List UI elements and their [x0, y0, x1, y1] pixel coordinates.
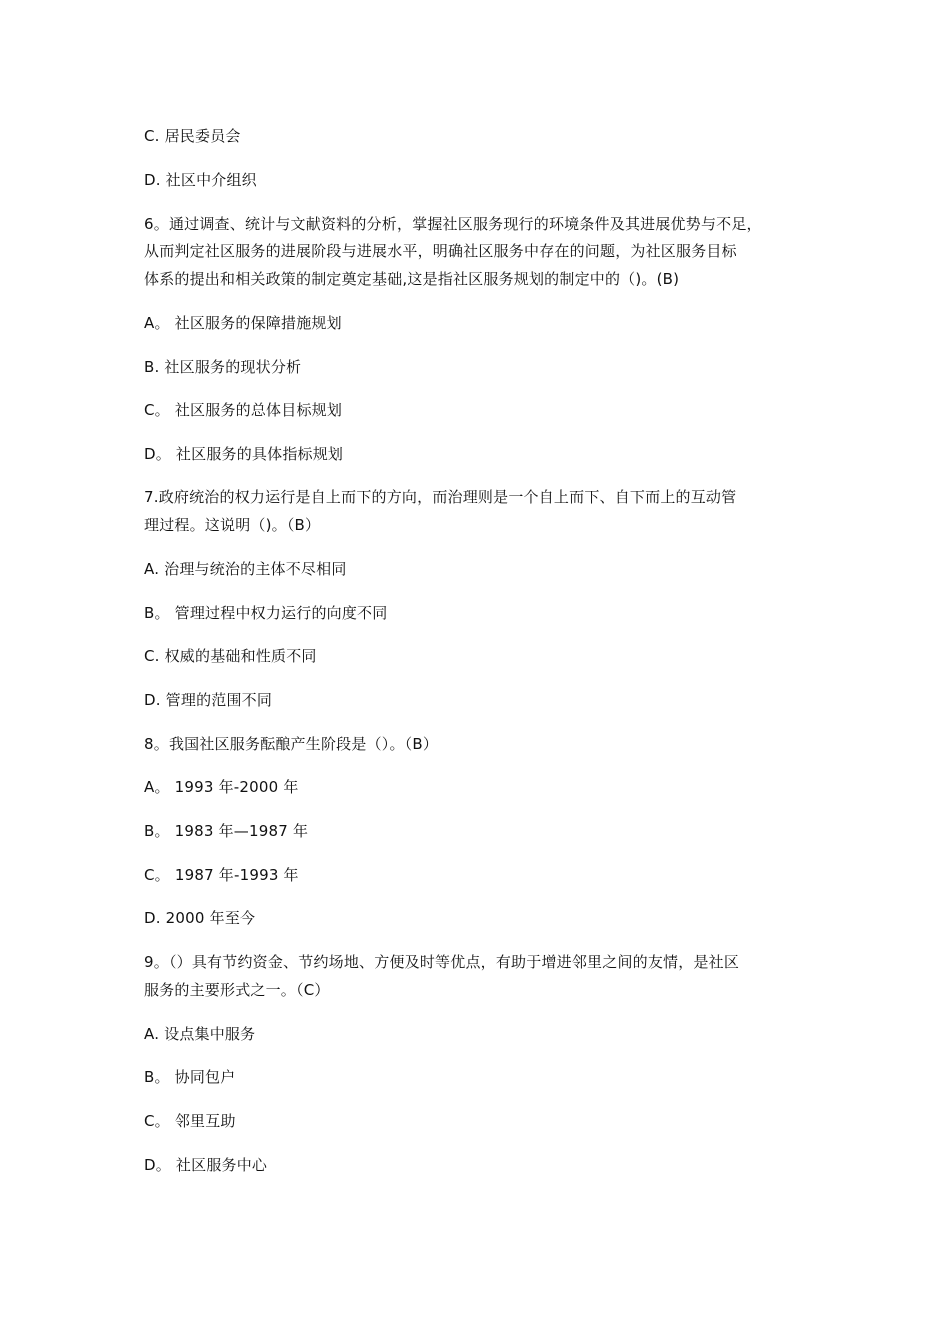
q7-option-d: D. 管理的范围不同: [144, 691, 273, 709]
q6-option-a: A。 社区服务的保障措施规划: [144, 314, 342, 332]
q7-option-a: A. 治理与统治的主体不尽相同: [144, 560, 347, 578]
q8-option-a: A。 1993 年-2000 年: [144, 778, 299, 796]
q9-option-a: A. 设点集中服务: [144, 1025, 256, 1043]
question-7-line-2: 理过程。这说明（)。（B）: [144, 516, 321, 534]
question-6-line-3: 体系的提出和相关政策的制定奠定基础,这是指社区服务规划的制定中的（)。(B): [144, 270, 680, 288]
question-8: 8。我国社区服务酝酿产生阶段是（）。（B）: [144, 735, 439, 753]
q6-option-b: B. 社区服务的现状分析: [144, 358, 302, 376]
question-7-line-1: 7.政府统治的权力运行是自上而下的方向，而治理则是一个自上而下、自下而上的互动管: [144, 488, 737, 506]
q6-option-d: D。 社区服务的具体指标规划: [144, 445, 344, 463]
q9-option-d: D。 社区服务中心: [144, 1156, 268, 1174]
q7-option-b: B。 管理过程中权力运行的向度不同: [144, 604, 388, 622]
q8-option-c: C。 1987 年-1993 年: [144, 866, 299, 884]
option-c-residents-committee: C. 居民委员会: [144, 127, 241, 145]
option-d-intermediary-org: D. 社区中介组织: [144, 171, 257, 189]
question-6-line-2: 从而判定社区服务的进展阶段与进展水平，明确社区服务中存在的问题，为社区服务目标: [144, 242, 737, 260]
q8-option-d: D. 2000 年至今: [144, 909, 256, 927]
question-9-line-2: 服务的主要形式之一。（C）: [144, 981, 330, 999]
question-9-line-1: 9。（）具有节约资金、节约场地、方便及时等优点，有助于增进邻里之间的友情，是社区: [144, 953, 740, 971]
q9-option-c: C。 邻里互助: [144, 1112, 236, 1130]
question-6-line-1: 6。通过调查、统计与文献资料的分析，掌握社区服务现行的环境条件及其进展优势与不足，: [144, 215, 762, 233]
q7-option-c: C. 权威的基础和性质不同: [144, 647, 317, 665]
q6-option-c: C。 社区服务的总体目标规划: [144, 401, 343, 419]
q8-option-b: B。 1983 年—1987 年: [144, 822, 309, 840]
q9-option-b: B。 协同包户: [144, 1068, 236, 1086]
